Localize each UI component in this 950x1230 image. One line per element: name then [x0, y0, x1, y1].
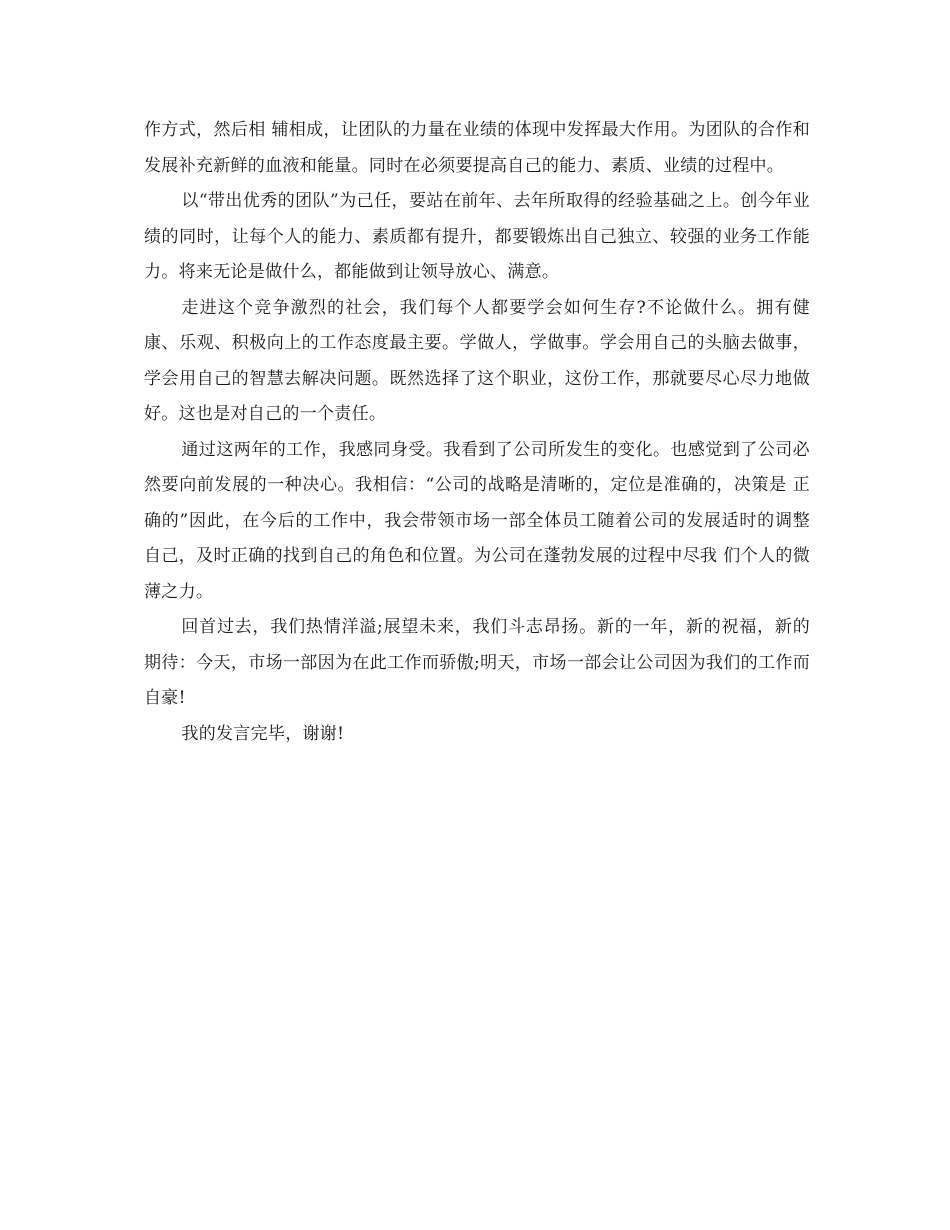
paragraph-company-strategy: 通过这两年的工作，我感同身受。我看到了公司所发生的变化。也感觉到了公司必然要向前发展的一种决心。我相信：“公司的战略是清晰的，定位是准确的，决策是 正确的”因此，在今后的工作中，我会带领市场一部全体员工随着公司的发展适时的调整自己，及时正确的找到自己的角色和位置。为公司在蓬勃发展的过程中尽我 们个人的微薄之力。 — [144, 439, 810, 602]
paragraph-survival: 走进这个竞争激烈的社会，我们每个人都要学会如何生存?不论做什么。拥有健康、乐观、积极向上的工作态度最主要。学做人，学做事。学会用自己的头脑去做事，学会用自己的智慧去解决问题。既然选择了这个职业，这份工作，那就要尽心尽力地做好。这也是对自己的一个责任。 — [144, 297, 810, 424]
paragraph-team-goal: 以“带出优秀的团队”为己任，要站在前年、去年所取得的经验基础之上。创今年业绩的同时，让每个人的能力、素质都有提升，都要锻炼出自己独立、较强的业务工作能力。将来无论是做什么，都能做到让领导放心、满意。 — [144, 191, 810, 282]
document-body — [144, 113, 810, 752]
paragraph-outlook: 回首过去，我们热情洋溢;展望未来，我们斗志昂扬。新的一年，新的祝福，新的期待：今天，市场一部因为在此工作而骄傲;明天，市场一部会让公司因为我们的工作而自豪! — [144, 617, 810, 708]
paragraph-closing: 我的发言完毕，谢谢! — [181, 723, 345, 744]
paragraph-continuation: 作方式，然后相 辅相成，让团队的力量在业绩的体现中发挥最大作用。为团队的合作和发展补充新鲜的血液和能量。同时在必须要提高自己的能力、素质、业绩的过程中。 — [144, 120, 810, 176]
